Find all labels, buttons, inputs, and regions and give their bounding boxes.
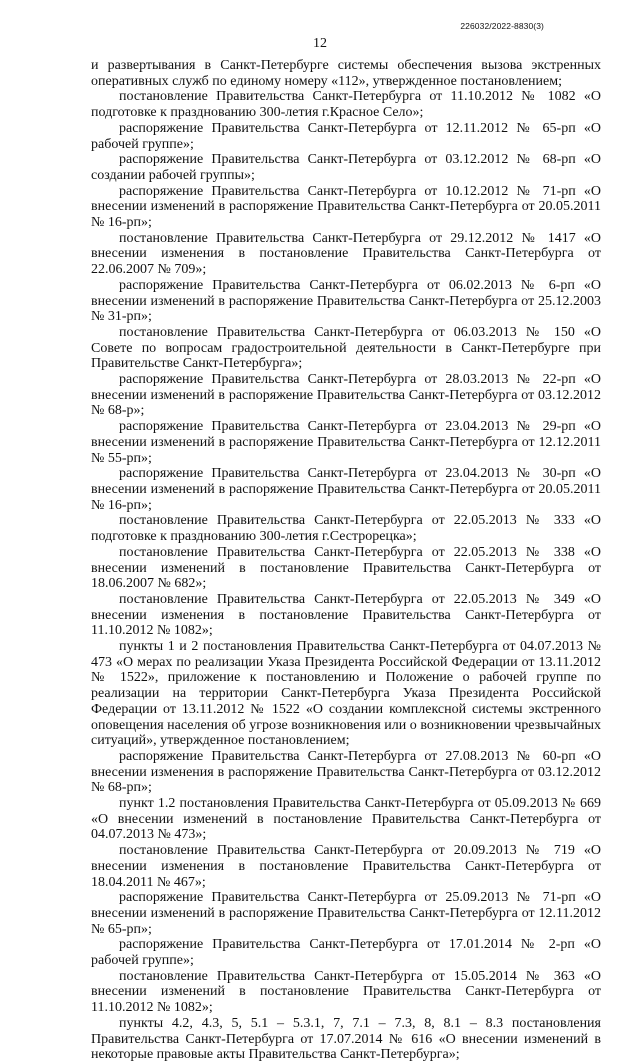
- paragraph-5: распоряжение Правительства Санкт-Петербурга от 10.12.2012 № 71-рп «О внесении изменений в распоряжение Правительства Санкт-Петербурга от 20.05.2011 № 16-рп»;: [91, 183, 601, 231]
- paragraph-9: распоряжение Правительства Санкт-Петербурга от 28.03.2013 № 22-рп «О внесении изменений в распоряжение Правительства Санкт-Петербурга от 03.12.2012 № 68-р»;: [91, 372, 601, 419]
- paragraph-20: распоряжение Правительства Санкт-Петербурга от 17.01.2014 № 2-рп «О рабочей группе»;: [91, 937, 601, 969]
- paragraph-8: постановление Правительства Санкт-Петербурга от 06.03.2013 № 150 «О Совете по вопросам градостроительной деятельности в Санкт-Петербурге при Правительстве Санкт-Петербурга»;: [91, 324, 601, 372]
- paragraph-22: пункты 4.2, 4.3, 5, 5.1 – 5.3.1, 7, 7.1 – 7.3, 8, 8.1 – 8.3 постановления Правительства Санкт-Петербурга от 17.07.2014 № 616 «О внесении изменений в некоторые правовые акты Правительства Санкт-Петербурга»;: [91, 1015, 601, 1063]
- paragraph-2: постановление Правительства Санкт-Петербурга от 11.10.2012 № 1082 «О подготовке к празднованию 300-летия г.Красное Село»;: [91, 89, 601, 121]
- paragraph-21: постановление Правительства Санкт-Петербурга от 15.05.2014 № 363 «О внесении изменений в постановление Правительства Санкт-Петербурга от 11.10.2012 № 1082»;: [91, 968, 601, 1016]
- paragraph-1: и развертывания в Санкт-Петербурге системы обеспечения вызова экстренных оперативных служб по единому номеру «112», утвержденное постановлением;: [91, 58, 601, 89]
- paragraph-10: распоряжение Правительства Санкт-Петербурга от 23.04.2013 № 29-рп «О внесении изменений в распоряжение Правительства Санкт-Петербурга от 12.12.2011 № 55-рп»;: [91, 419, 601, 466]
- paragraph-18: постановление Правительства Санкт-Петербурга от 20.09.2013 № 719 «О внесении изменения в постановление Правительства Санкт-Петербурга от 18.04.2011 № 467»;: [91, 843, 601, 890]
- paragraph-13: постановление Правительства Санкт-Петербурга от 22.05.2013 № 338 «О внесении изменений в постановление Правительства Санкт-Петербурга от 18.06.2007 № 682»;: [91, 544, 601, 592]
- paragraph-11: распоряжение Правительства Санкт-Петербурга от 23.04.2013 № 30-рп «О внесении изменений в распоряжение Правительства Санкт-Петербурга от 20.05.2011 № 16-рп»;: [91, 466, 601, 513]
- document-body: [91, 58, 601, 1063]
- paragraph-6: постановление Правительства Санкт-Петербурга от 29.12.2012 № 1417 «О внесении изменения в постановление Правительства Санкт-Петербурга от 22.06.2007 № 709»;: [91, 230, 601, 278]
- paragraph-19: распоряжение Правительства Санкт-Петербурга от 25.09.2013 № 71-рп «О внесении изменений в распоряжение Правительства Санкт-Петербурга от 12.11.2012 № 65-рп»;: [91, 890, 601, 937]
- paragraph-14: постановление Правительства Санкт-Петербурга от 22.05.2013 № 349 «О внесении изменения в постановление Правительства Санкт-Петербурга от 11.10.2012 № 1082»;: [91, 591, 601, 639]
- document-id: 226032/2022-8830(3): [460, 21, 544, 31]
- paragraph-7: распоряжение Правительства Санкт-Петербурга от 06.02.2013 № 6-рп «О внесении изменений в распоряжение Правительства Санкт-Петербурга от 25.12.2003 № 31-рп»;: [91, 277, 601, 325]
- paragraph-4: распоряжение Правительства Санкт-Петербурга от 03.12.2012 № 68-рп «О создании рабочей группы»;: [91, 152, 601, 183]
- page-number: 12: [313, 36, 327, 51]
- paragraph-12: постановление Правительства Санкт-Петербурга от 22.05.2013 № 333 «О подготовке к празднованию 300-летия г.Сестрорецка»;: [91, 513, 601, 545]
- paragraph-17: пункт 1.2 постановления Правительства Санкт-Петербурга от 05.09.2013 № 669 «О внесении изменений в постановление Правительства Санкт-Петербурга от 04.07.2013 № 473»;: [91, 796, 601, 843]
- paragraph-16: распоряжение Правительства Санкт-Петербурга от 27.08.2013 № 60-рп «О внесении изменения в распоряжение Правительства Санкт-Петербурга от 03.12.2012 № 68-рп»;: [91, 748, 601, 796]
- paragraph-3: распоряжение Правительства Санкт-Петербурга от 12.11.2012 № 65-рп «О рабочей группе»;: [91, 120, 601, 152]
- paragraph-15: пункты 1 и 2 постановления Правительства Санкт-Петербурга от 04.07.2013 № 473 «О мерах по реализации Указа Президента Российской Федерации от 13.11.2012 № 1522», приложение к постановлению и Положение о рабочей группе по реализации на территории Санкт-Петербурга Указа Президента Российской Федерации от 13.11.2012 № 1522 «О создании комплексной системы экстренного оповещения населения об угрозе возникновения или о возникновении чрезвычайных ситуаций», утвержденное постановлением;: [91, 639, 601, 749]
